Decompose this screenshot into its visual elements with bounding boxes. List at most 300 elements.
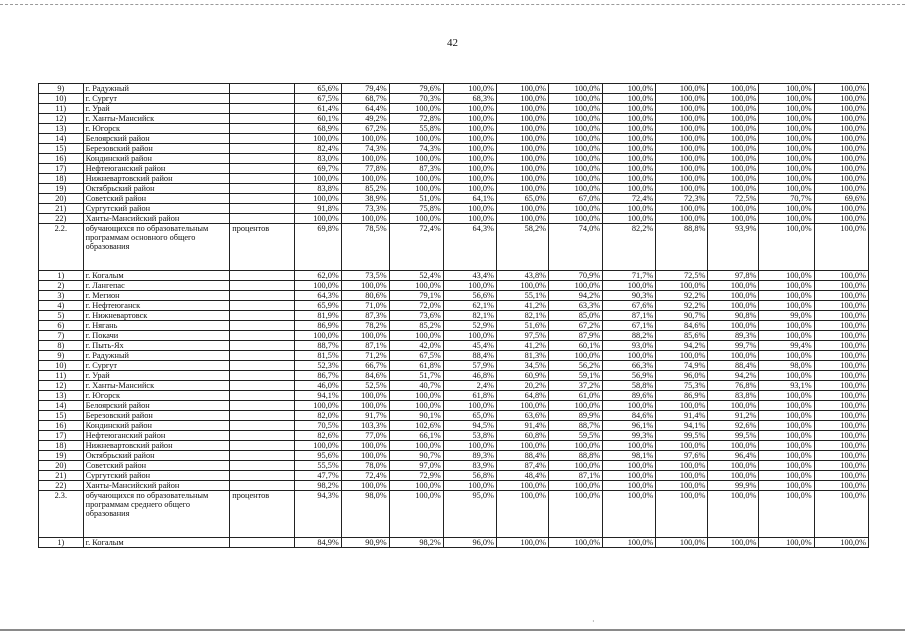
value-cell: 52,4% <box>389 271 443 281</box>
value-cell: 100,0% <box>814 114 868 124</box>
value-cell: 100,0% <box>656 481 708 491</box>
territory-cell: Нефтеюганский район <box>83 164 230 174</box>
unit-cell <box>230 271 295 281</box>
value-cell: 86,9% <box>656 391 708 401</box>
territory-cell: г. Мегион <box>83 291 230 301</box>
value-cell: 100,0% <box>341 154 389 164</box>
value-cell: 100,0% <box>603 281 656 291</box>
value-cell: 99,4% <box>759 341 814 351</box>
value-cell: 100,0% <box>295 174 342 184</box>
value-cell: 100,0% <box>708 124 759 134</box>
value-cell: 100,0% <box>443 124 496 134</box>
value-cell: 100,0% <box>341 441 389 451</box>
value-cell: 100,0% <box>759 431 814 441</box>
value-cell: 100,0% <box>814 291 868 301</box>
value-cell: 93,1% <box>759 381 814 391</box>
value-cell: 83,9% <box>443 461 496 471</box>
value-cell: 100,0% <box>814 94 868 104</box>
value-cell: 82,2% <box>603 224 656 271</box>
value-cell: 100,0% <box>389 134 443 144</box>
value-cell: 76,8% <box>708 381 759 391</box>
value-cell: 100,0% <box>549 491 603 538</box>
value-cell: 51,7% <box>389 371 443 381</box>
value-cell: 96,0% <box>656 371 708 381</box>
value-cell: 100,0% <box>549 124 603 134</box>
value-cell: 60,8% <box>496 431 548 441</box>
value-cell: 100,0% <box>389 481 443 491</box>
value-cell: 100,0% <box>708 134 759 144</box>
value-cell: 100,0% <box>759 331 814 341</box>
table-row <box>39 104 869 114</box>
value-cell: 100,0% <box>341 391 389 401</box>
unit-cell <box>230 134 295 144</box>
value-cell: 100,0% <box>759 301 814 311</box>
value-cell: 94,2% <box>708 371 759 381</box>
territory-cell: г. Лангепас <box>83 281 230 291</box>
table-row <box>39 154 869 164</box>
value-cell: 97,6% <box>656 451 708 461</box>
value-cell: 100,0% <box>708 214 759 224</box>
value-cell: 100,0% <box>656 491 708 538</box>
unit-cell <box>230 391 295 401</box>
value-cell: 91,4% <box>496 421 548 431</box>
value-cell: 100,0% <box>389 214 443 224</box>
value-cell: 70,3% <box>389 94 443 104</box>
value-cell: 82,1% <box>443 311 496 321</box>
value-cell: 100,0% <box>656 154 708 164</box>
row-number-cell: 13) <box>39 124 84 134</box>
value-cell: 20,2% <box>496 381 548 391</box>
value-cell: 72,4% <box>341 471 389 481</box>
value-cell: 100,0% <box>496 214 548 224</box>
value-cell: 69,7% <box>295 164 342 174</box>
value-cell: 100,0% <box>759 281 814 291</box>
value-cell: 100,0% <box>549 214 603 224</box>
value-cell: 97,5% <box>496 331 548 341</box>
value-cell: 100,0% <box>708 351 759 361</box>
row-number-cell: 22) <box>39 214 84 224</box>
territory-cell: г. Урай <box>83 104 230 114</box>
value-cell: 75,8% <box>389 204 443 214</box>
value-cell: 92,6% <box>708 421 759 431</box>
territory-cell: обучающихся по образовательным программам среднего общего образования <box>83 491 230 538</box>
value-cell: 73,3% <box>341 204 389 214</box>
territory-cell: Сургутский район <box>83 471 230 481</box>
value-cell: 100,0% <box>549 538 603 548</box>
value-cell: 103,3% <box>341 421 389 431</box>
value-cell: 100,0% <box>708 114 759 124</box>
value-cell: 100,0% <box>549 281 603 291</box>
value-cell: 45,4% <box>443 341 496 351</box>
value-cell: 100,0% <box>496 174 548 184</box>
value-cell: 100,0% <box>708 104 759 114</box>
value-cell: 100,0% <box>814 471 868 481</box>
value-cell: 82,1% <box>496 311 548 321</box>
value-cell: 100,0% <box>549 134 603 144</box>
territory-cell: Ханты-Мансийский район <box>83 214 230 224</box>
value-cell: 62,1% <box>443 301 496 311</box>
value-cell: 79,1% <box>389 291 443 301</box>
value-cell: 100,0% <box>341 481 389 491</box>
value-cell: 100,0% <box>603 491 656 538</box>
value-cell: 65,0% <box>443 411 496 421</box>
value-cell: 52,5% <box>341 381 389 391</box>
unit-cell <box>230 341 295 351</box>
value-cell: 100,0% <box>443 401 496 411</box>
table-row <box>39 491 869 538</box>
value-cell: 100,0% <box>603 401 656 411</box>
table-row <box>39 224 869 271</box>
territory-cell: Белоярский район <box>83 401 230 411</box>
value-cell: 100,0% <box>708 174 759 184</box>
row-number-cell: 3) <box>39 291 84 301</box>
value-cell: 61,4% <box>295 104 342 114</box>
table-row <box>39 321 869 331</box>
territory-cell: г. Ханты-Мансийск <box>83 114 230 124</box>
value-cell: 100,0% <box>759 94 814 104</box>
value-cell: 100,0% <box>549 461 603 471</box>
value-cell: 100,0% <box>814 451 868 461</box>
table-row <box>39 431 869 441</box>
value-cell: 100,0% <box>549 94 603 104</box>
row-number-cell: 14) <box>39 134 84 144</box>
value-cell: 93,0% <box>603 341 656 351</box>
value-cell: 100,0% <box>814 174 868 184</box>
value-cell: 100,0% <box>603 164 656 174</box>
value-cell: 100,0% <box>496 184 548 194</box>
value-cell: 38,9% <box>341 194 389 204</box>
value-cell: 93,9% <box>708 224 759 271</box>
value-cell: 89,9% <box>549 411 603 421</box>
territory-cell: Ханты-Мансийский район <box>83 481 230 491</box>
value-cell: 100,0% <box>549 154 603 164</box>
value-cell: 83,8% <box>708 391 759 401</box>
value-cell: 100,0% <box>341 401 389 411</box>
value-cell: 100,0% <box>443 114 496 124</box>
table-row <box>39 361 869 371</box>
value-cell: 100,0% <box>341 281 389 291</box>
value-cell: 100,0% <box>603 471 656 481</box>
territory-cell: Березовский район <box>83 411 230 421</box>
value-cell: 60,1% <box>549 341 603 351</box>
value-cell: 100,0% <box>708 281 759 291</box>
unit-cell <box>230 451 295 461</box>
value-cell: 100,0% <box>759 481 814 491</box>
value-cell: 100,0% <box>443 104 496 114</box>
table-row <box>39 164 869 174</box>
value-cell: 68,9% <box>295 124 342 134</box>
value-cell: 72,3% <box>656 194 708 204</box>
value-cell: 100,0% <box>814 271 868 281</box>
value-cell: 90,8% <box>708 311 759 321</box>
value-cell: 100,0% <box>389 174 443 184</box>
value-cell: 41,2% <box>496 341 548 351</box>
table-row <box>39 481 869 491</box>
value-cell: 100,0% <box>295 134 342 144</box>
unit-cell <box>230 124 295 134</box>
value-cell: 100,0% <box>708 321 759 331</box>
value-cell: 100,0% <box>389 104 443 114</box>
table-row <box>39 174 869 184</box>
table-row <box>39 291 869 301</box>
value-cell: 100,0% <box>708 441 759 451</box>
value-cell: 100,0% <box>496 481 548 491</box>
value-cell: 72,9% <box>389 471 443 481</box>
territory-cell: г. Сургут <box>83 94 230 104</box>
table-row <box>39 204 869 214</box>
value-cell: 100,0% <box>443 281 496 291</box>
table-row <box>39 144 869 154</box>
table-row <box>39 311 869 321</box>
territory-cell: Советский район <box>83 461 230 471</box>
value-cell: 65,0% <box>496 194 548 204</box>
value-cell: 100,0% <box>295 194 342 204</box>
value-cell: 100,0% <box>708 164 759 174</box>
value-cell: 90,7% <box>389 451 443 461</box>
value-cell: 100,0% <box>814 321 868 331</box>
value-cell: 100,0% <box>656 94 708 104</box>
value-cell: 100,0% <box>656 351 708 361</box>
value-cell: 89,3% <box>443 451 496 461</box>
value-cell: 100,0% <box>656 174 708 184</box>
value-cell: 100,0% <box>708 154 759 164</box>
territory-cell: Кондинский район <box>83 421 230 431</box>
value-cell: 51,6% <box>496 321 548 331</box>
row-number-cell: 12) <box>39 114 84 124</box>
value-cell: 69,6% <box>814 194 868 204</box>
value-cell: 74,3% <box>389 144 443 154</box>
territory-cell: г. Радужный <box>83 84 230 94</box>
value-cell: 100,0% <box>656 104 708 114</box>
value-cell: 100,0% <box>759 84 814 94</box>
value-cell: 58,8% <box>603 381 656 391</box>
unit-cell <box>230 184 295 194</box>
row-number-cell: 21) <box>39 204 84 214</box>
row-number-cell: 20) <box>39 194 84 204</box>
value-cell: 82,4% <box>295 144 342 154</box>
table-row <box>39 538 869 548</box>
unit-cell <box>230 321 295 331</box>
value-cell: 100,0% <box>759 451 814 461</box>
value-cell: 100,0% <box>603 441 656 451</box>
value-cell: 91,7% <box>341 411 389 421</box>
value-cell: 100,0% <box>814 421 868 431</box>
value-cell: 100,0% <box>708 204 759 214</box>
value-cell: 100,0% <box>759 471 814 481</box>
value-cell: 41,2% <box>496 301 548 311</box>
value-cell: 100,0% <box>814 381 868 391</box>
value-cell: 87,3% <box>341 311 389 321</box>
table-row <box>39 114 869 124</box>
unit-cell <box>230 371 295 381</box>
value-cell: 100,0% <box>759 174 814 184</box>
unit-cell <box>230 154 295 164</box>
territory-cell: г. Нефтеюганск <box>83 301 230 311</box>
table-row <box>39 271 869 281</box>
territory-cell: Октябрьский район <box>83 184 230 194</box>
value-cell: 90,1% <box>389 411 443 421</box>
value-cell: 99,7% <box>708 341 759 351</box>
territory-cell: г. Югорск <box>83 124 230 134</box>
value-cell: 100,0% <box>814 361 868 371</box>
value-cell: 47,7% <box>295 471 342 481</box>
territory-cell: г. Нижневартовск <box>83 311 230 321</box>
row-number-cell: 13) <box>39 391 84 401</box>
value-cell: 100,0% <box>814 391 868 401</box>
value-cell: 100,0% <box>496 104 548 114</box>
unit-cell <box>230 214 295 224</box>
value-cell: 100,0% <box>496 114 548 124</box>
table-row <box>39 94 869 104</box>
value-cell: 100,0% <box>389 154 443 164</box>
value-cell: 63,6% <box>496 411 548 421</box>
territory-cell: Октябрьский район <box>83 451 230 461</box>
value-cell: 88,7% <box>295 341 342 351</box>
value-cell: 100,0% <box>759 441 814 451</box>
value-cell: 100,0% <box>549 164 603 174</box>
value-cell: 100,0% <box>814 144 868 154</box>
value-cell: 100,0% <box>814 214 868 224</box>
row-number-cell: 18) <box>39 174 84 184</box>
table-row <box>39 461 869 471</box>
value-cell: 100,0% <box>549 144 603 154</box>
value-cell: 52,3% <box>295 361 342 371</box>
value-cell: 100,0% <box>759 114 814 124</box>
value-cell: 100,0% <box>814 84 868 94</box>
value-cell: 98,1% <box>603 451 656 461</box>
value-cell: 56,9% <box>603 371 656 381</box>
value-cell: 55,1% <box>496 291 548 301</box>
value-cell: 100,0% <box>603 144 656 154</box>
value-cell: 100,0% <box>814 224 868 271</box>
value-cell: 34,5% <box>496 361 548 371</box>
row-number-cell: 18) <box>39 441 84 451</box>
value-cell: 100,0% <box>814 134 868 144</box>
value-cell: 99,3% <box>603 431 656 441</box>
value-cell: 87,3% <box>389 164 443 174</box>
row-number-cell: 2.2. <box>39 224 84 271</box>
value-cell: 46,8% <box>443 371 496 381</box>
value-cell: 74,0% <box>549 224 603 271</box>
value-cell: 98,2% <box>295 481 342 491</box>
value-cell: 100,0% <box>341 451 389 461</box>
unit-cell <box>230 194 295 204</box>
value-cell: 100,0% <box>708 461 759 471</box>
value-cell: 65,6% <box>295 84 342 94</box>
territory-cell: обучающихся по образовательным программам основного общего образования <box>83 224 230 271</box>
value-cell: 100,0% <box>759 351 814 361</box>
value-cell: 100,0% <box>814 124 868 134</box>
unit-cell <box>230 331 295 341</box>
value-cell: 94,3% <box>295 491 342 538</box>
value-cell: 100,0% <box>759 104 814 114</box>
value-cell: 100,0% <box>389 391 443 401</box>
value-cell: 85,2% <box>389 321 443 331</box>
value-cell: 100,0% <box>496 538 548 548</box>
value-cell: 56,2% <box>549 361 603 371</box>
value-cell: 100,0% <box>443 204 496 214</box>
value-cell: 74,3% <box>341 144 389 154</box>
value-cell: 86,9% <box>295 321 342 331</box>
value-cell: 100,0% <box>341 174 389 184</box>
row-number-cell: 17) <box>39 431 84 441</box>
value-cell: 99,9% <box>708 481 759 491</box>
value-cell: 92,2% <box>656 291 708 301</box>
value-cell: 100,0% <box>814 154 868 164</box>
value-cell: 75,3% <box>656 381 708 391</box>
value-cell: 100,0% <box>496 154 548 164</box>
value-cell: 52,9% <box>443 321 496 331</box>
value-cell: 100,0% <box>443 184 496 194</box>
territory-cell: Советский район <box>83 194 230 204</box>
value-cell: 100,0% <box>708 401 759 411</box>
value-cell: 64,3% <box>295 291 342 301</box>
table-row <box>39 391 869 401</box>
value-cell: 67,6% <box>603 301 656 311</box>
value-cell: 73,6% <box>389 311 443 321</box>
value-cell: 100,0% <box>759 144 814 154</box>
value-cell: 82,0% <box>295 411 342 421</box>
value-cell: 100,0% <box>759 411 814 421</box>
unit-cell <box>230 104 295 114</box>
value-cell: 58,2% <box>496 224 548 271</box>
value-cell: 100,0% <box>656 441 708 451</box>
value-cell: 100,0% <box>814 331 868 341</box>
table-row <box>39 134 869 144</box>
unit-cell <box>230 291 295 301</box>
value-cell: 100,0% <box>443 84 496 94</box>
value-cell: 100,0% <box>759 164 814 174</box>
value-cell: 100,0% <box>603 184 656 194</box>
value-cell: 100,0% <box>295 331 342 341</box>
value-cell: 91,4% <box>656 411 708 421</box>
value-cell: 95,0% <box>443 491 496 538</box>
value-cell: 100,0% <box>443 331 496 341</box>
value-cell: 91,8% <box>295 204 342 214</box>
value-cell: 100,0% <box>603 84 656 94</box>
value-cell: 67,0% <box>549 194 603 204</box>
value-cell: 100,0% <box>603 461 656 471</box>
value-cell: 65,9% <box>295 301 342 311</box>
unit-cell <box>230 174 295 184</box>
table-row <box>39 281 869 291</box>
value-cell: 100,0% <box>603 104 656 114</box>
value-cell: 100,0% <box>759 491 814 538</box>
row-number-cell: 2.3. <box>39 491 84 538</box>
territory-cell: г. Радужный <box>83 351 230 361</box>
row-number-cell: 15) <box>39 411 84 421</box>
value-cell: 71,7% <box>603 271 656 281</box>
value-cell: 100,0% <box>814 441 868 451</box>
value-cell: 100,0% <box>814 104 868 114</box>
value-cell: 100,0% <box>656 471 708 481</box>
unit-cell: процентов <box>230 491 295 538</box>
value-cell: 100,0% <box>814 301 868 311</box>
value-cell: 100,0% <box>603 174 656 184</box>
value-cell: 100,0% <box>603 351 656 361</box>
value-cell: 88,8% <box>549 451 603 461</box>
value-cell: 100,0% <box>656 124 708 134</box>
territory-cell: г. Пыть-Ях <box>83 341 230 351</box>
row-number-cell: 1) <box>39 538 84 548</box>
value-cell: 100,0% <box>603 214 656 224</box>
value-cell: 100,0% <box>708 471 759 481</box>
unit-cell <box>230 351 295 361</box>
value-cell: 89,6% <box>603 391 656 401</box>
value-cell: 100,0% <box>389 331 443 341</box>
value-cell: 100,0% <box>549 481 603 491</box>
unit-cell <box>230 401 295 411</box>
